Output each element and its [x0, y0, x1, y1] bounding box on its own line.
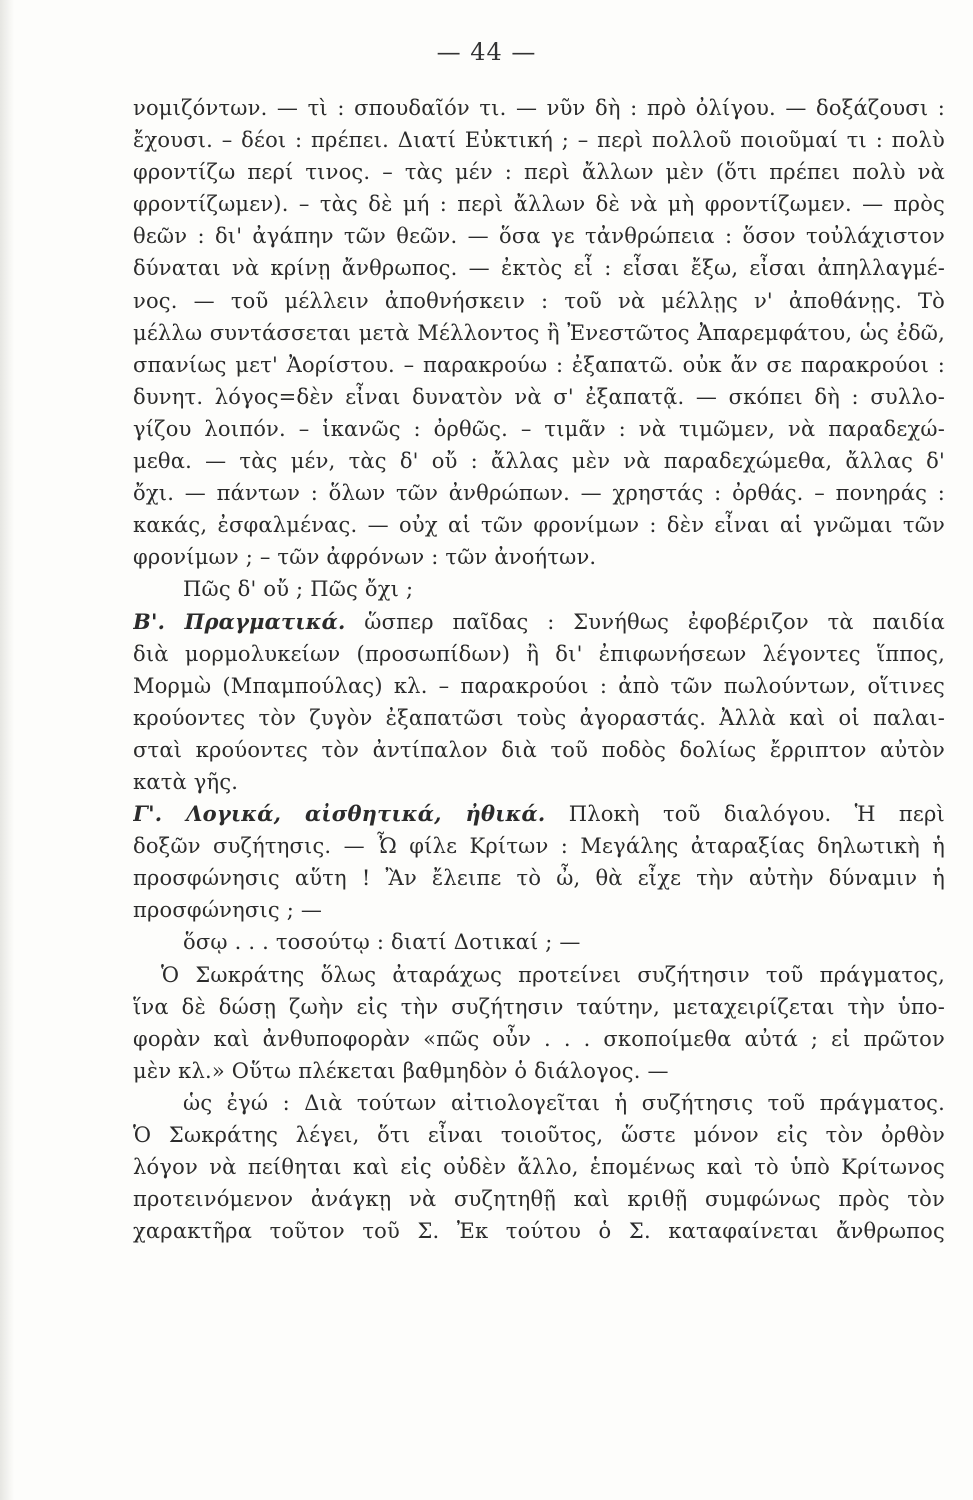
text-line: μεθα. — τὰς μέν, τὰς δ' οὔ : ἄλλας μὲν νὰ παραδεχώμεθα, ἄλλας δ'	[133, 449, 945, 474]
text-line: ὅσῳ . . . τοσούτῳ : διατί Δοτικαί ; —	[183, 930, 581, 955]
text-line: Μορμὼ (Μπαμπούλας) κλ. – παρακρούοι : ἀπὸ τῶν πωλούντων, οἵτινες	[133, 673, 945, 698]
text-line: ὄχι. — πάντων : ὅλων τῶν ἀνθρώπων. — χρηστάς : ὀρθάς. – πονηράς :	[133, 481, 945, 506]
text-line: διὰ μορμολυκείων (προσωπίδων) ἢ δι' ἐπιφωνήσεων λέγοντες ἵππος,	[133, 641, 945, 666]
section-b-text: ὥσπερ παῖδας : Συνήθως ἐφοβέριζον τὰ παιδία	[345, 609, 945, 634]
text-line: νομιζόντων. — τὶ : σπουδαῖόν τι. — νῦν δὴ : πρὸ ὀλίγου. — δοξάζουσι :	[133, 96, 945, 120]
text-line: προτεινόμενον ἀνάγκῃ νὰ συζητηθῇ καὶ κριθῇ συμφώνως πρὸς τὸν	[133, 1187, 945, 1212]
text-line: δοξῶν συζήτησις. — Ὦ φίλε Κρίτων : Μεγάλης ἀταραξίας δηλωτικὴ ἡ	[133, 834, 945, 859]
text-line: προσφώνησις ; —	[133, 898, 323, 923]
text-line: γίζου λοιπόν. – ἱκανῶς : ὀρθῶς. – τιμᾶν : νὰ τιμῶμεν, νὰ παραδεχώ-	[133, 416, 945, 441]
text-line: θεῶν : δι' ἀγάπην τῶν θεῶν. — ὅσα γε τἀνθρώπεια : ὅσον τοὐλάχιστον	[133, 224, 945, 249]
text-line: μέλλω συντάσσεται μετὰ Μέλλοντος ἢ Ἐνεστῶτος Ἀπαρεμφάτου, ὡς ἐδῶ,	[133, 320, 945, 345]
text-line: ὡς ἐγώ : Διὰ τούτων αἰτιολογεῖται ἡ συζήτησις τοῦ πράγματος.	[183, 1090, 945, 1115]
text-line: προσφώνησις αὕτη ! Ἂν ἔλειπε τὸ ὦ, θὰ εἶχε τὴν αὐτὴν δύναμιν ἡ	[133, 866, 945, 891]
text-line: λόγον νὰ πείθηται καὶ εἰς οὐδὲν ἄλλο, ἑπομένως καὶ τὸ ὑπὸ Κρίτωνος	[133, 1155, 945, 1180]
text-line: νος. — τοῦ μέλλειν ἀποθνήσκειν : τοῦ νὰ μέλλῃς ν' ἀποθάνῃς. Τὸ	[133, 288, 945, 313]
text-line: ἵνα δὲ δώσῃ ζωὴν εἰς τὴν συζήτησιν ταύτην, μεταχειρίζεται τὴν ὑπο-	[133, 994, 945, 1019]
body-text	[133, 92, 945, 1247]
section-b-heading: Β'. Πραγματικά.	[133, 608, 346, 634]
text-line: σπανίως μετ' Ἀορίστου. – παρακρούω : ἐξαπατῶ. οὐκ ἄν σε παρακρούοι :	[133, 352, 945, 377]
text-line: κακάς, ἐσφαλμένας. — οὐχ αἱ τῶν φρονίμων : δὲν εἶναι αἱ γνῶμαι τῶν	[133, 513, 945, 538]
text-line: φροντίζω περί τινος. – τὰς μέν : περὶ ἄλλων μὲν (ὅτι πρέπει πολὺ νὰ	[133, 160, 945, 185]
text-line: μὲν κλ.» Οὕτω πλέκεται βαθμηδὸν ὁ διάλογος. —	[133, 1058, 669, 1083]
section-c-line	[133, 798, 945, 830]
page-number: — 44 —	[436, 38, 537, 66]
text-line: φορὰν καὶ ἀνθυποφορὰν «πῶς οὖν . . . σκοποίμεθα αὐτά ; εἰ πρῶτον	[133, 1026, 945, 1051]
text-line: Πῶς δ' οὔ ; Πῶς ὄχι ;	[183, 577, 414, 602]
text-line: φρονίμων ; – τῶν ἀφρόνων : τῶν ἀνοήτων.	[133, 545, 597, 570]
text-line: φροντίζωμεν). – τὰς δὲ μή : περὶ ἄλλων δὲ νὰ μὴ φροντίζωμεν. — πρὸς	[133, 192, 945, 217]
text-line: κατὰ γῆς.	[133, 769, 239, 794]
text-line: χαρακτῆρα τοῦτον τοῦ Σ. Ἐκ τούτου ὁ Σ. καταφαίνεται ἄνθρωπος	[133, 1219, 945, 1244]
text-line: Ὁ Σωκράτης ὅλως ἀταράχως προτείνει συζήτησιν τοῦ πράγματος,	[161, 962, 945, 987]
text-line: δυνητ. λόγος=δὲν εἶναι δυνατὸν νὰ σ' ἐξαπατᾷ. — σκόπει δὴ : συλλο-	[133, 384, 945, 409]
binding-shadow	[0, 0, 14, 1500]
text-line: δύναται νὰ κρίνῃ ἄνθρωπος. — ἐκτὸς εἶ : εἶσαι ἔξω, εἶσαι ἀπηλλαγμέ-	[133, 256, 945, 281]
text-line: κρούοντες τὸν ζυγὸν ἐξαπατῶσι τοὺς ἀγοραστάς. Ἀλλὰ καὶ οἱ παλαι-	[133, 705, 945, 730]
text-line: ἔχουσι. – δέοι : πρέπει. Διατί Εὐκτική ; – περὶ πολλοῦ ποιοῦμαί τι : πολὺ	[133, 128, 945, 153]
section-b-line	[133, 606, 945, 638]
section-c-text: Πλοκὴ τοῦ διαλόγου. Ἡ περὶ	[545, 802, 945, 827]
section-c-heading: Γ'. Λογικά, αἰσθητικά, ἠθικά.	[133, 801, 546, 827]
text-line: σταὶ κρούοντες τὸν ἀντίπαλον διὰ τοῦ ποδὸς δολίως ἔρριπτον αὐτὸν	[133, 737, 945, 762]
text-line: Ὁ Σωκράτης λέγει, ὅτι εἶναι τοιοῦτος, ὥστε μόνον εἰς τὸν ὀρθὸν	[133, 1123, 945, 1147]
